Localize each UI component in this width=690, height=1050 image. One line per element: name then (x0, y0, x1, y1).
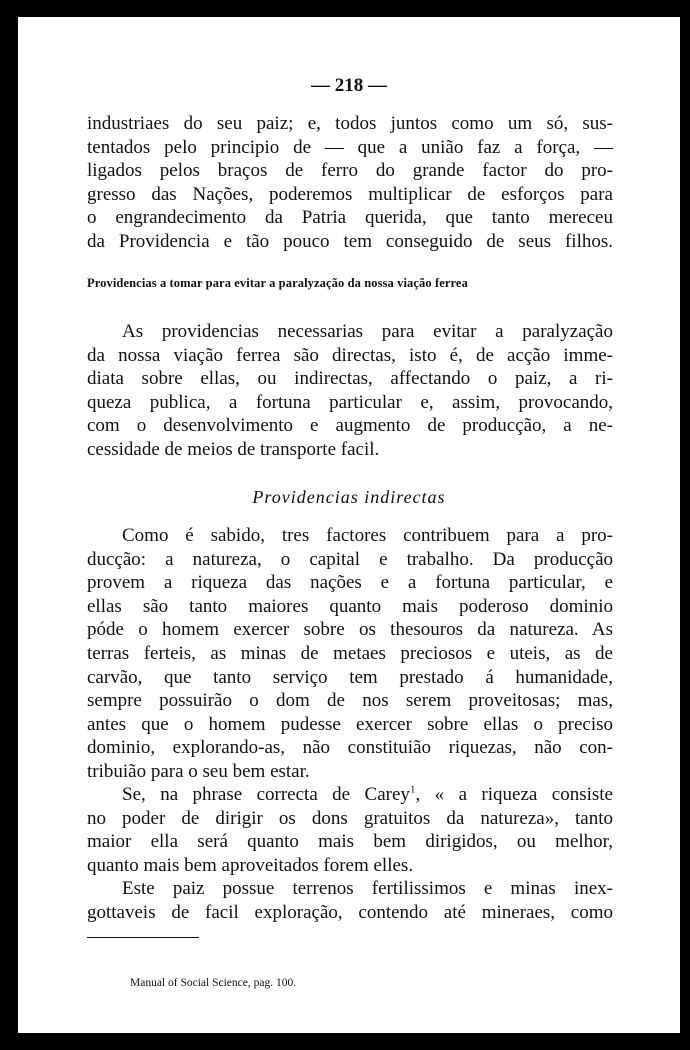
text-line: carvão, que tanto serviço tem prestado á humanidade, (87, 666, 613, 688)
text-line: terras ferteis, as minas de metaes preciosos e uteis, as de (87, 642, 613, 664)
text-line: industriaes do seu paiz; e, todos juntos como um só, sus- (87, 113, 613, 134)
text-line: o engrandecimento da Patria querida, que tanto mereceu (87, 207, 613, 229)
text-line: da nossa viação ferrea são directas, isto é, de acção imme- (87, 344, 613, 366)
text-line: gottaveis de facil exploração, contendo até mineraes, como (87, 901, 613, 923)
text-line: queza publica, a fortuna particular e, assim, provocando, (87, 391, 613, 413)
text-line: ligados pelos braços de ferro do grande factor do pro- (87, 160, 613, 182)
paragraph-providencias (87, 320, 613, 462)
text-fragment: Se, na phrase correcta de Carey (122, 784, 410, 805)
text-line: sempre possuirão o dom de nos serem proveitosas; mas, (87, 690, 613, 712)
paragraph-terrenos (87, 877, 613, 924)
text-line: com o desenvolvimento e augmento de producção, a ne- (87, 415, 613, 437)
footnote-divider (87, 937, 199, 938)
text-line: maior ella será quanto mais bem dirigidos, ou melhor, (87, 831, 613, 853)
footnote: Manual of Social Science, pag. 100. (130, 977, 297, 989)
text-line: tribuião para o seu bem estar. (87, 760, 310, 782)
text-line: quanto mais bem aproveitados forem elles. (87, 854, 414, 876)
text-line: Como é sabido, tres factores contribuem para a pro- (122, 525, 613, 546)
text-line: ellas são tanto maiores quanto mais poderoso dominio (87, 595, 613, 617)
text-fragment: , « a riqueza consiste (415, 784, 613, 805)
paragraph-continuation (87, 112, 613, 254)
text-line: ducção: a natureza, o capital e trabalho. Da producção (87, 548, 613, 570)
book-page (18, 17, 680, 1033)
text-line: póde o homem exercer sobre os thesouros da natureza. As (87, 619, 613, 641)
text-line: da Providencia e tão pouco tem conseguido de seus filhos. (87, 230, 613, 252)
text-line: Este paiz possue terrenos fertilissimos e minas inex- (122, 878, 613, 899)
text-line: gresso das Nações, poderemos multiplicar de esforços para (87, 183, 613, 205)
text-line: no poder de dirigir os dons gratuitos da natureza», tanto (87, 807, 613, 829)
text-line: dominio, explorando-as, não constituião riquezas, não con- (87, 737, 613, 759)
text-line: diata sobre ellas, ou indirectas, affectando o paiz, a ri- (87, 368, 613, 390)
text-line: tentados pelo principio de — que a união faz a força, — (87, 136, 613, 158)
page-number: — 218 — (311, 75, 387, 96)
section-heading: Providencias a tomar para evitar a paralyzação da nossa viação ferrea (87, 276, 468, 290)
footnote-reference[interactable]: 1 (409, 783, 416, 796)
text-line: antes que o homem pudesse exercer sobre ellas o preciso (87, 713, 613, 735)
paragraph-factores (87, 524, 613, 784)
text-line (87, 783, 613, 807)
subsection-heading: Providencias indirectas (252, 487, 446, 507)
text-line: As providencias necessarias para evitar a paralyzação (122, 321, 613, 342)
text-line: cessidade de meios de transporte facil. (87, 438, 380, 460)
paragraph-carey (87, 783, 613, 877)
text-line: provem a riqueza das nações e a fortuna particular, e (87, 572, 613, 594)
